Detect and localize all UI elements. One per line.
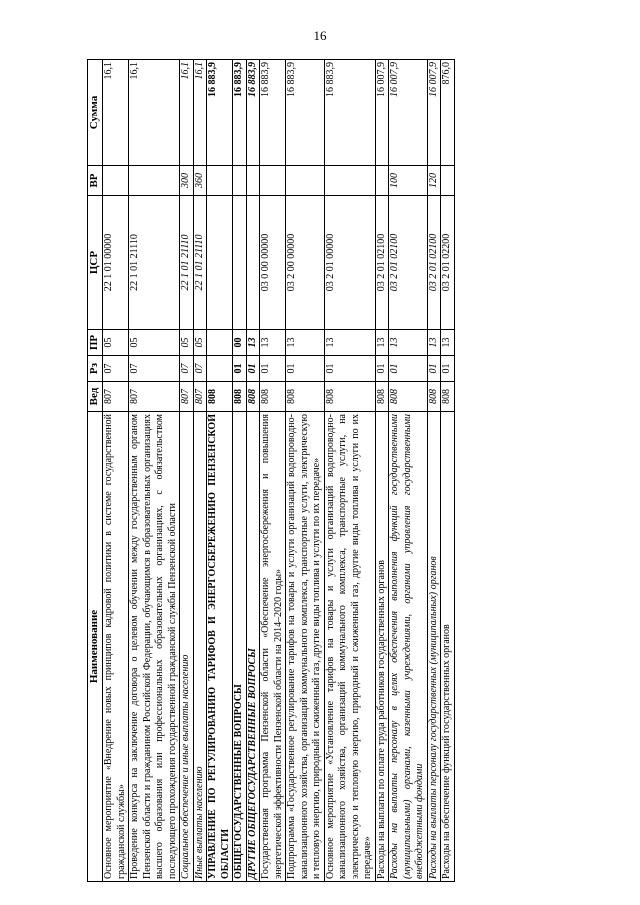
row-vr xyxy=(260,166,286,196)
row-sum: 16 007,9 xyxy=(389,60,428,166)
row-pr: 13 xyxy=(246,330,260,356)
row-name: Расходы на обеспечение функций государственных органов xyxy=(441,412,455,882)
row-name: Расходы на выплаты по оплате труда работников государственных органов xyxy=(375,412,389,882)
table-row xyxy=(246,60,260,882)
table-row xyxy=(324,60,375,882)
row-csr xyxy=(233,196,247,330)
row-vr: 300 xyxy=(180,166,194,196)
row-rz: 07 xyxy=(103,356,129,382)
row-sum: 876,0 xyxy=(441,60,455,166)
row-sum: 16 007,9 xyxy=(427,60,441,166)
row-rz: 01 xyxy=(324,356,375,382)
row-ved: 807 xyxy=(180,382,194,412)
row-sum: 16,1 xyxy=(180,60,194,166)
row-csr: 03 2 01 00000 xyxy=(324,196,375,330)
header-sum: Сумма xyxy=(88,60,103,166)
row-ved: 808 xyxy=(324,382,375,412)
row-pr: 13 xyxy=(389,330,428,356)
row-ved: 808 xyxy=(427,382,441,412)
row-ved: 808 xyxy=(286,382,325,412)
row-rz: 07 xyxy=(193,356,207,382)
page-number: 16 xyxy=(313,28,327,43)
row-csr: 22 1 01 21110 xyxy=(193,196,207,330)
row-sum: 16 883,9 xyxy=(246,60,260,166)
row-csr xyxy=(207,196,233,330)
row-name: ОБЩЕГОСУДАРСТВЕННЫЕ ВОПРОСЫ xyxy=(233,412,247,882)
row-vr: 100 xyxy=(389,166,428,196)
row-sum: 16,1 xyxy=(103,60,129,166)
row-vr xyxy=(207,166,233,196)
row-ved: 808 xyxy=(207,382,233,412)
row-pr: 13 xyxy=(324,330,375,356)
row-vr xyxy=(375,166,389,196)
table-row xyxy=(103,60,129,882)
row-csr: 03 2 01 02200 xyxy=(441,196,455,330)
row-vr xyxy=(129,166,180,196)
row-name: Основное мероприятие «Внедрение новых принципов кадровой политики в системе государственной гражданской службы» xyxy=(103,412,129,882)
row-csr: 03 2 01 02100 xyxy=(389,196,428,330)
row-ved: 808 xyxy=(441,382,455,412)
table-row xyxy=(129,60,180,882)
row-csr: 22 1 01 00000 xyxy=(103,196,129,330)
row-csr: 03 2 01 02100 xyxy=(427,196,441,330)
row-pr: 13 xyxy=(260,330,286,356)
row-pr: 00 xyxy=(233,330,247,356)
rotated-table-container xyxy=(87,60,572,882)
row-pr: 13 xyxy=(375,330,389,356)
row-name: Государственная программа Пензенской области «Обеспечение энергосбережения и повышения энергетической эффективности Пензенской области на 2014–2020 годы» xyxy=(260,412,286,882)
row-ved: 808 xyxy=(246,382,260,412)
table-row xyxy=(207,60,233,882)
row-name: Проведение конкурса на заключение договора о целевом обучении между государственным органом Пензенской области и гражданином Российской Федерации, обучающимся в образовательных организациях высшего образования или профессиональных образовательных организациях, с обязательством последующего прохождения государственной гражданской службы Пензенской области xyxy=(129,412,180,882)
row-rz: 07 xyxy=(129,356,180,382)
rotated-table-area xyxy=(87,60,572,882)
row-name: Социальное обеспечение и иные выплаты населению xyxy=(180,412,194,882)
row-pr: 13 xyxy=(441,330,455,356)
table-row xyxy=(286,60,325,882)
header-name: Наименование xyxy=(88,412,103,882)
row-rz: 01 xyxy=(286,356,325,382)
row-name: ДРУГИЕ ОБЩЕГОСУДАРСТВЕННЫЕ ВОПРОСЫ xyxy=(246,412,260,882)
row-name: Расходы на выплаты персоналу в целях обеспечения выполнения функций государственными (муниципальными) органами, казенными учреждениями, органами управления государственными внебюджетными фондами xyxy=(389,412,428,882)
row-ved: 808 xyxy=(233,382,247,412)
row-pr xyxy=(207,330,233,356)
header-ved: Вед xyxy=(88,382,103,412)
row-sum: 16 883,9 xyxy=(286,60,325,166)
row-rz: 01 xyxy=(260,356,286,382)
row-rz: 07 xyxy=(180,356,194,382)
row-pr: 05 xyxy=(193,330,207,356)
header-row xyxy=(88,60,103,882)
row-pr: 05 xyxy=(180,330,194,356)
header-vr: ВР xyxy=(88,166,103,196)
row-rz: 01 xyxy=(389,356,428,382)
row-name: Подпрограмма «Государственное регулирование тарифов на товары и услуги организаций водопроводно-канализационного хозяйства, организаций коммунального комплекса, транспортные услуги, электрическую и тепловую энергию, природный и сжиженный газ, другие виды топлива и услуги по их передаче» xyxy=(286,412,325,882)
table-row xyxy=(193,60,207,882)
row-csr: 22 1 01 21110 xyxy=(129,196,180,330)
row-sum: 16,1 xyxy=(193,60,207,166)
row-vr xyxy=(286,166,325,196)
header-pr: ПР xyxy=(88,330,103,356)
row-ved: 807 xyxy=(103,382,129,412)
row-csr: 03 2 01 02100 xyxy=(375,196,389,330)
table-row xyxy=(180,60,194,882)
table-row xyxy=(375,60,389,882)
row-ved: 807 xyxy=(129,382,180,412)
row-ved: 808 xyxy=(375,382,389,412)
header-csr: ЦСР xyxy=(88,196,103,330)
row-rz: 01 xyxy=(375,356,389,382)
row-sum: 16 883,9 xyxy=(233,60,247,166)
row-vr xyxy=(441,166,455,196)
row-rz: 01 xyxy=(233,356,247,382)
row-csr: 22 1 01 21110 xyxy=(180,196,194,330)
row-sum: 16 883,9 xyxy=(207,60,233,166)
table-row xyxy=(233,60,247,882)
row-rz: 01 xyxy=(441,356,455,382)
row-pr: 13 xyxy=(286,330,325,356)
row-rz: 01 xyxy=(427,356,441,382)
table-body xyxy=(103,60,455,882)
row-ved: 807 xyxy=(193,382,207,412)
row-ved: 808 xyxy=(389,382,428,412)
row-vr: 360 xyxy=(193,166,207,196)
row-vr xyxy=(246,166,260,196)
row-name: Расходы на выплаты персоналу государственных (муниципальных) органов xyxy=(427,412,441,882)
row-sum: 16 007,9 xyxy=(375,60,389,166)
row-vr xyxy=(233,166,247,196)
row-rz: 01 xyxy=(246,356,260,382)
table-row xyxy=(441,60,455,882)
table-row xyxy=(427,60,441,882)
row-vr xyxy=(103,166,129,196)
row-pr: 13 xyxy=(427,330,441,356)
row-sum: 16,1 xyxy=(129,60,180,166)
row-name: Основное мероприятие «Установление тарифов на товары и услуги организаций водопроводно-канализационного хозяйства, организаций коммунального комплекса, транспортные услуги, на электрическую и тепловую энергию, природный и сжиженный газ, другие виды топлива и услуги по их передаче» xyxy=(324,412,375,882)
header-rz: Рз xyxy=(88,356,103,382)
row-csr: 03 0 00 00000 xyxy=(260,196,286,330)
row-vr xyxy=(324,166,375,196)
row-pr: 05 xyxy=(129,330,180,356)
row-sum: 16 883,9 xyxy=(260,60,286,166)
table-row xyxy=(389,60,428,882)
table-row xyxy=(260,60,286,882)
row-csr: 03 2 00 00000 xyxy=(286,196,325,330)
row-csr xyxy=(246,196,260,330)
row-rz xyxy=(207,356,233,382)
row-name: УПРАВЛЕНИЕ ПО РЕГУЛИРОВАНИЮ ТАРИФОВ И ЭНЕРГОСБЕРЕЖЕНИЮ ПЕНЗЕНСКОЙ ОБЛАСТИ xyxy=(207,412,233,882)
budget-table xyxy=(87,59,455,882)
row-vr: 120 xyxy=(427,166,441,196)
row-ved: 808 xyxy=(260,382,286,412)
row-pr: 05 xyxy=(103,330,129,356)
row-name: Иные выплаты населению xyxy=(193,412,207,882)
row-sum: 16 883,9 xyxy=(324,60,375,166)
